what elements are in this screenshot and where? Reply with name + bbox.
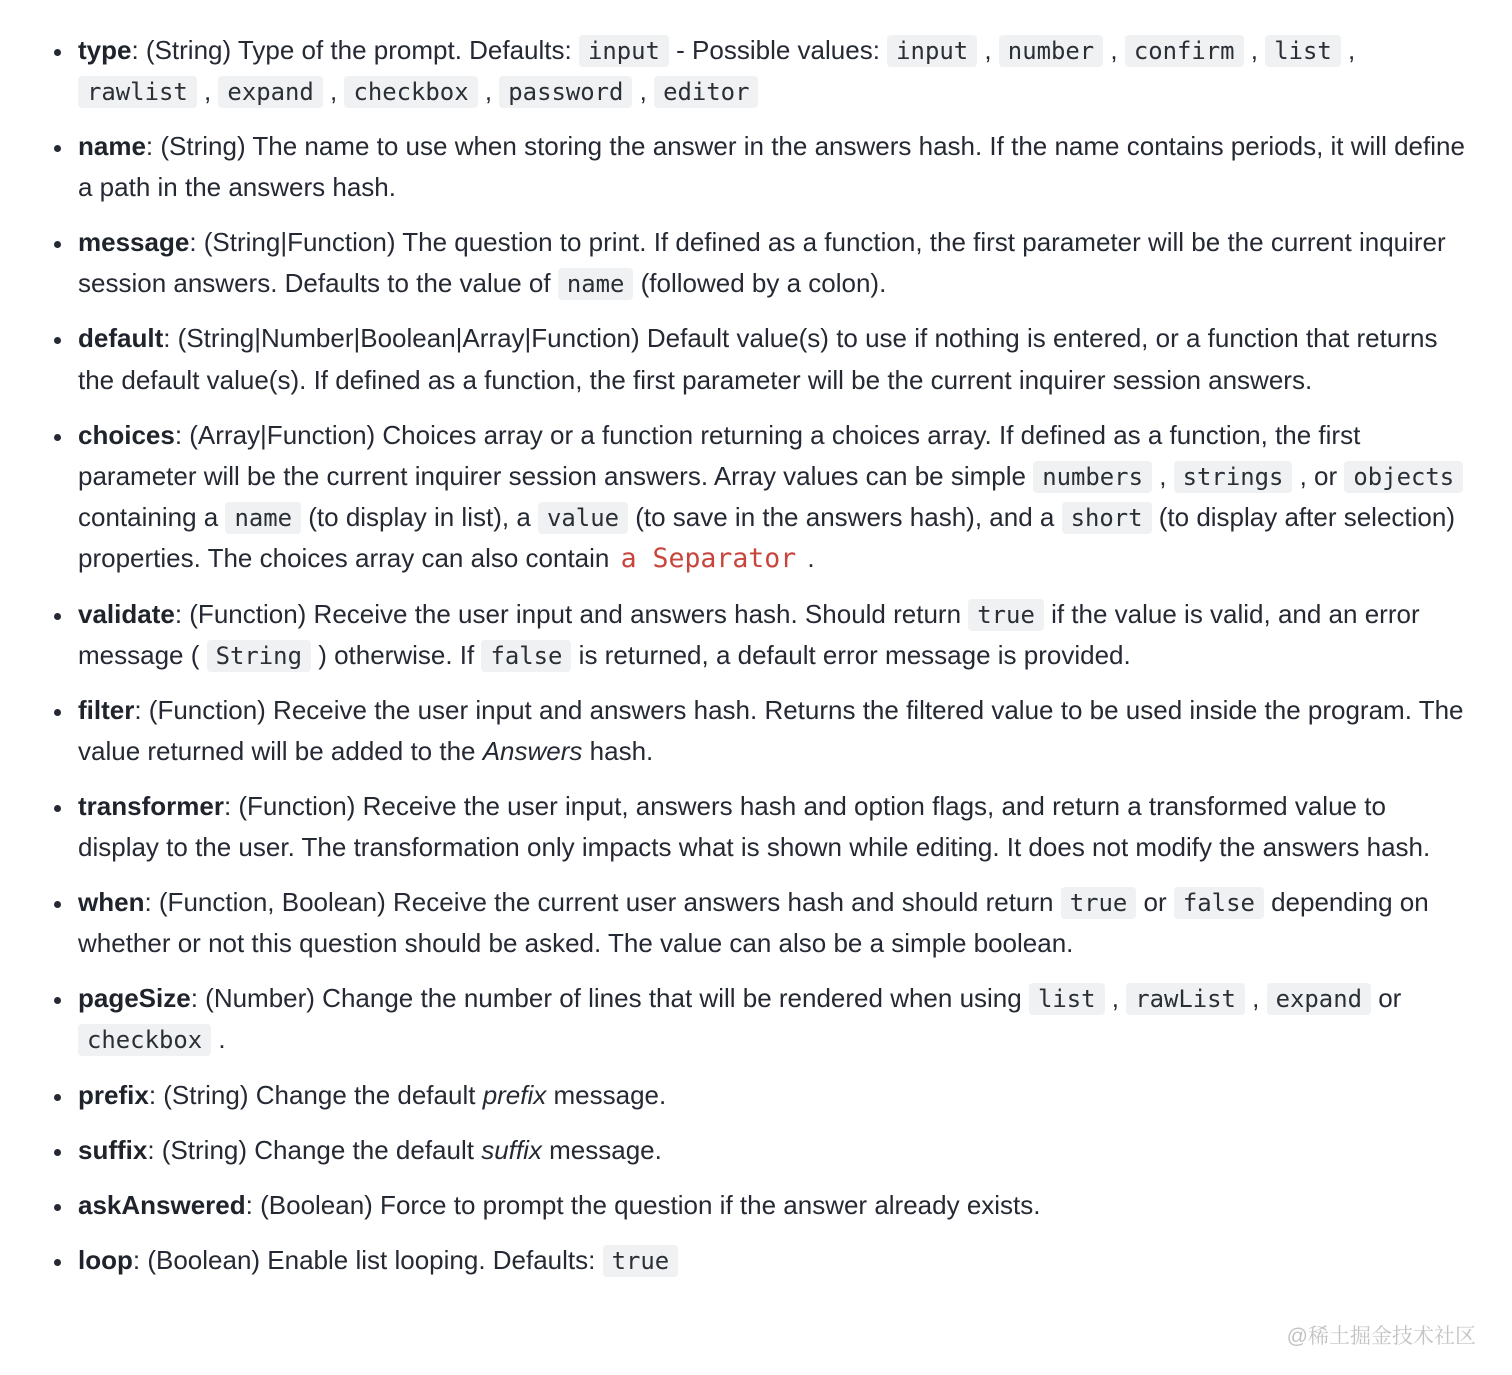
text-segment: , (196, 76, 219, 107)
inline-code: rawlist (78, 76, 197, 108)
text-segment: : (String) The name to use when storing the answer in the answers hash. If the name contains periods, it will define a path in the answers hash. (78, 131, 1465, 203)
text-segment: ) otherwise. If (310, 639, 482, 670)
inline-code-red: a Separator (620, 542, 797, 574)
list-item (74, 882, 1466, 964)
option-term: askAnswered (78, 1189, 246, 1220)
text-segment: hash. (582, 735, 654, 766)
text-segment: : (Array|Function) Choices array or a function returning a choices array. If defined as a function, the first parameter will be the current inquirer session answers. Array values can be simple (78, 419, 1361, 491)
list-item (74, 1240, 1466, 1281)
text-segment: message. (541, 1134, 662, 1165)
list-item (74, 1185, 1466, 1226)
text-segment: , (1103, 35, 1125, 65)
inline-code: input (579, 35, 669, 67)
list-item (74, 318, 1466, 400)
option-term: filter (78, 694, 135, 725)
inline-code: short (1062, 502, 1152, 534)
text-segment: , (1340, 35, 1356, 65)
text-segment: , (477, 76, 500, 107)
inline-code: numbers (1033, 461, 1152, 493)
inline-code: confirm (1125, 35, 1244, 67)
inline-code: expand (218, 76, 322, 108)
text-segment: : (Function, Boolean) Receive the current user answers hash and should return (144, 887, 1061, 918)
list-item (74, 1075, 1466, 1116)
option-term: type (78, 35, 132, 65)
list-item (74, 594, 1466, 676)
list-item (74, 126, 1466, 208)
text-segment: , (322, 76, 345, 107)
option-term: validate (78, 598, 175, 629)
text-segment: : (Function) Receive the user input, answers hash and option flags, and return a transformed value to display to the user. The transformation only impacts what is shown while editing. It does not modify the answers hash. (78, 791, 1431, 863)
inline-code: String (207, 640, 311, 672)
text-segment: depending on whether or not this question should be asked. The value can also be a simple boolean. (78, 887, 1429, 959)
text-segment: : (Function) Receive the user input and answers hash. Should return (174, 598, 969, 629)
option-term: suffix (78, 1134, 148, 1165)
text-segment: containing a (78, 501, 226, 532)
option-term: transformer (78, 791, 224, 822)
option-term: when (78, 887, 145, 918)
text-segment: , or (1292, 460, 1345, 491)
inline-code: number (999, 35, 1103, 67)
list-item (74, 786, 1466, 868)
inline-code: objects (1344, 461, 1463, 493)
inline-code: false (1174, 887, 1264, 919)
text-segment: is returned, a default error message is provided. (571, 639, 1131, 670)
text-segment: or (1136, 887, 1174, 918)
list-item (74, 1130, 1466, 1171)
text-segment: (followed by a colon). (633, 268, 887, 299)
option-term: choices (78, 419, 175, 450)
text-segment: . (211, 1024, 226, 1055)
option-term: message (78, 227, 190, 258)
inline-code: name (558, 268, 634, 300)
list-item (74, 30, 1466, 112)
inline-code: true (1061, 887, 1137, 919)
inline-code: true (968, 599, 1044, 631)
inline-code: rawList (1126, 983, 1245, 1015)
options-list (44, 30, 1466, 1281)
option-term: default (78, 323, 164, 354)
text-segment: , (1104, 983, 1127, 1014)
text-segment: : (String|Function) The question to print. If defined as a function, the first parameter will be the current inquirer session answers. Defaults to the value of (78, 227, 1446, 299)
text-segment: , (1244, 983, 1267, 1014)
inline-code: checkbox (78, 1024, 211, 1056)
list-item (74, 415, 1466, 580)
text-segment: message. (546, 1079, 667, 1110)
text-segment: (to display in list), a (301, 501, 539, 532)
text-segment: : (String|Number|Boolean|Array|Function) Default value(s) to use if nothing is entered, or a function that returns the default value(s). If defined as a function, the first parameter will be the current inquirer session answers. (78, 323, 1438, 395)
inline-code: value (538, 502, 628, 534)
italic-text: prefix (482, 1079, 547, 1110)
watermark: @稀土掘金技术社区 (1286, 1324, 1476, 1348)
inline-code: list (1265, 35, 1341, 67)
text-segment: : (String) Change the default (148, 1079, 483, 1110)
italic-text: Answers (482, 735, 583, 766)
text-segment: (to display after selection) properties. The choices array can also contain (78, 501, 1455, 573)
inline-code: password (499, 76, 632, 108)
inline-code: expand (1267, 983, 1371, 1015)
text-segment: : (Function) Receive the user input and answers hash. Returns the filtered value to be used inside the program. The value returned will be added to the (78, 694, 1464, 766)
inline-code: strings (1174, 461, 1293, 493)
text-segment: . (800, 542, 815, 573)
inline-code: true (603, 1245, 679, 1277)
text-segment: : (String) Type of the prompt. Defaults: (131, 35, 579, 65)
text-segment: , (1151, 460, 1174, 491)
list-item (74, 978, 1466, 1060)
option-term: name (78, 131, 146, 162)
list-item (74, 222, 1466, 304)
inline-code: checkbox (344, 76, 477, 108)
inline-code: list (1029, 983, 1105, 1015)
inline-code: false (481, 640, 571, 672)
text-segment: : (Boolean) Enable list looping. Defaults: (132, 1244, 603, 1275)
list-item (74, 690, 1466, 772)
text-segment: - Possible values: (668, 35, 888, 65)
option-term: prefix (78, 1079, 149, 1110)
text-segment: , (1243, 35, 1266, 65)
text-segment: or (1370, 983, 1402, 1014)
text-segment: : (String) Change the default (147, 1134, 482, 1165)
text-segment: : (Number) Change the number of lines that will be rendered when using (190, 983, 1029, 1014)
inline-code: name (225, 502, 301, 534)
inline-code: input (887, 35, 977, 67)
text-segment: (to save in the answers hash), and a (627, 501, 1062, 532)
inline-code: editor (654, 76, 758, 108)
text-segment: if the value is valid, and an error message ( (78, 598, 1420, 670)
option-term: pageSize (78, 983, 191, 1014)
option-term: loop (78, 1244, 133, 1275)
text-segment: , (632, 76, 655, 107)
text-segment: : (Boolean) Force to prompt the question if the answer already exists. (245, 1189, 1041, 1220)
italic-text: suffix (481, 1134, 542, 1165)
text-segment: , (977, 35, 999, 65)
